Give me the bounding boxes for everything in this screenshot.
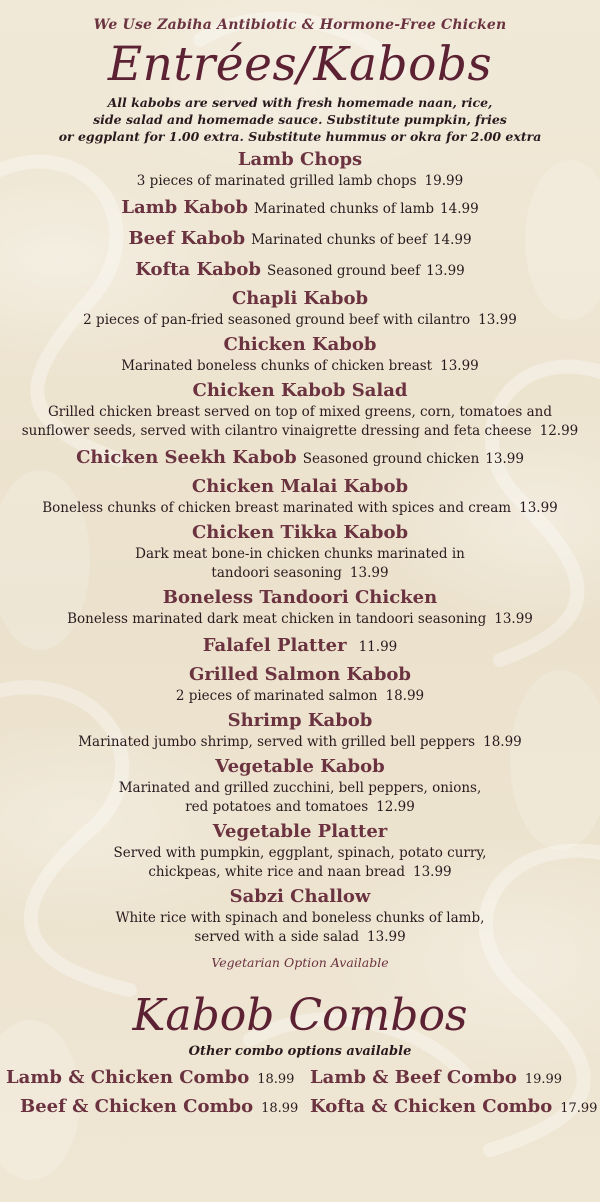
item-price: 19.99 (424, 173, 464, 189)
intro-line: All kabobs are served with fresh homemade naan, rice, (107, 95, 493, 110)
item-description (0, 844, 600, 863)
item-price: 13.99 (426, 263, 465, 279)
combo-name: Kofta & Chicken Combo (310, 1096, 553, 1117)
menu-item (0, 755, 600, 817)
item-price: 13.99 (494, 611, 533, 627)
combo-price: 18.99 (257, 1072, 295, 1087)
combo-item (310, 1096, 597, 1117)
item-price: 11.99 (358, 639, 398, 655)
item-name: Falafel Platter (202, 635, 347, 656)
combo-price: 18.99 (261, 1101, 299, 1116)
item-name: Beef Kabob (128, 228, 246, 249)
item-name: Shrimp Kabob (227, 710, 373, 731)
item-description-text: 2 pieces of marinated salmon (175, 688, 378, 704)
combos-note: Other combo options available (188, 1044, 412, 1059)
item-price: 13.99 (412, 864, 452, 880)
item-description: Seasoned ground chicken (302, 451, 480, 467)
item-description (0, 357, 600, 376)
item-description-text: Dark meat bone-in chicken chunks marinated in (135, 546, 465, 562)
item-name: Chicken Kabob (223, 334, 377, 355)
item-description-text: chickpeas, white rice and naan bread (148, 864, 405, 880)
item-description-text: Grilled chicken breast served on top of mixed greens, corn, tomatoes and (47, 404, 552, 420)
menu-item (0, 194, 600, 222)
item-description (0, 928, 600, 947)
combo-price: 17.99 (560, 1101, 598, 1116)
combo-name: Beef & Chicken Combo (20, 1096, 254, 1117)
item-description-text: 3 pieces of marinated grilled lamb chops (136, 173, 417, 189)
vegetarian-note: Vegetarian Option Available (211, 955, 389, 970)
item-name: Boneless Tandoori Chicken (162, 587, 438, 608)
menu-items-list (0, 148, 600, 947)
menu-item (0, 256, 600, 284)
item-name: Lamb Kabob (121, 197, 249, 218)
item-price: 13.99 (349, 565, 389, 581)
item-description-text: red potatoes and tomatoes (185, 799, 369, 815)
menu-item (0, 820, 600, 882)
item-description (0, 172, 600, 191)
item-description (0, 687, 600, 706)
menu-item (0, 663, 600, 706)
item-description (0, 422, 600, 441)
item-price: 14.99 (440, 201, 479, 217)
item-description-text: Boneless marinated dark meat chicken in tandoori seasoning (67, 611, 487, 627)
item-description: Marinated chunks of beef (251, 232, 427, 248)
menu-item (0, 379, 600, 441)
item-name: Chicken Malai Kabob (191, 476, 409, 497)
item-name: Chapli Kabob (231, 288, 369, 309)
item-description-text: 2 pieces of pan-fried seasoned ground beef with cilantro (83, 312, 471, 328)
menu-item (0, 475, 600, 518)
item-description (0, 610, 600, 629)
item-price: 13.99 (440, 358, 479, 374)
combo-item (20, 1096, 298, 1117)
item-description (0, 909, 600, 928)
menu-item (0, 225, 600, 253)
intro-text (0, 94, 600, 145)
item-name: Chicken Seekh Kabob (76, 447, 297, 468)
item-description-text: served with a side salad (194, 929, 360, 945)
item-description-text: Marinated boneless chunks of chicken breast (121, 358, 433, 374)
item-description (0, 564, 600, 583)
item-description (0, 311, 600, 330)
menu-item (0, 287, 600, 330)
item-description (0, 779, 600, 798)
item-name: Vegetable Kabob (215, 756, 385, 777)
item-name: Lamb Chops (237, 149, 363, 170)
item-price: 13.99 (485, 451, 524, 467)
zabiha-note: We Use Zabiha Antibiotic & Hormone-Free Chicken (93, 17, 507, 33)
item-description (0, 545, 600, 564)
item-description-text: Boneless chunks of chicken breast marinated with spices and cream (42, 500, 512, 516)
menu-item (0, 521, 600, 583)
item-price: 13.99 (367, 929, 406, 945)
item-name: Sabzi Challow (229, 886, 371, 907)
item-description (0, 499, 600, 518)
combo-price: 19.99 (524, 1072, 563, 1087)
item-price: 18.99 (483, 734, 522, 750)
item-price: 12.99 (539, 423, 579, 439)
page-title: Entrées/Kabobs (107, 37, 493, 92)
menu-item (0, 632, 600, 660)
item-name: Chicken Tikka Kabob (191, 522, 409, 543)
item-description: Marinated chunks of lamb (254, 201, 435, 217)
combos-title: Kabob Combos (132, 990, 468, 1041)
item-name: Chicken Kabob Salad (192, 380, 408, 401)
menu-item (0, 586, 600, 629)
item-price: 13.99 (478, 312, 517, 328)
item-price: 13.99 (519, 500, 558, 516)
combo-name: Lamb & Beef Combo (310, 1067, 517, 1088)
menu-item (0, 885, 600, 947)
item-description-text: White rice with spinach and boneless chunks of lamb, (115, 910, 485, 926)
item-name: Grilled Salmon Kabob (188, 664, 412, 685)
item-description (0, 798, 600, 817)
item-description (0, 733, 600, 752)
item-description (0, 403, 600, 422)
item-name: Vegetable Platter (212, 821, 388, 842)
menu-item (0, 333, 600, 376)
combo-name: Lamb & Chicken Combo (6, 1067, 250, 1088)
item-description (0, 863, 600, 882)
menu-item (0, 709, 600, 752)
menu-item (0, 148, 600, 191)
intro-line: side salad and homemade sauce. Substitute pumpkin, fries (93, 112, 507, 127)
item-name: Kofta Kabob (135, 259, 261, 280)
item-description-text: Marinated jumbo shrimp, served with grilled bell peppers (78, 734, 476, 750)
item-description-text: tandoori seasoning (211, 565, 342, 581)
combo-item (310, 1067, 562, 1088)
combo-item (6, 1067, 294, 1088)
combos-grid (0, 1063, 600, 1123)
item-price: 18.99 (385, 688, 425, 704)
item-price: 12.99 (376, 799, 415, 815)
intro-line: or eggplant for 1.00 extra. Substitute hummus or okra for 2.00 extra (58, 129, 542, 144)
item-price: 14.99 (432, 232, 472, 248)
item-description-text: sunflower seeds, served with cilantro vinaigrette dressing and feta cheese (21, 423, 532, 439)
menu-item (0, 444, 600, 472)
item-description: Seasoned ground beef (266, 263, 421, 279)
item-description-text: Served with pumpkin, eggplant, spinach, potato curry, (113, 845, 487, 861)
item-description-text: Marinated and grilled zucchini, bell peppers, onions, (118, 780, 482, 796)
